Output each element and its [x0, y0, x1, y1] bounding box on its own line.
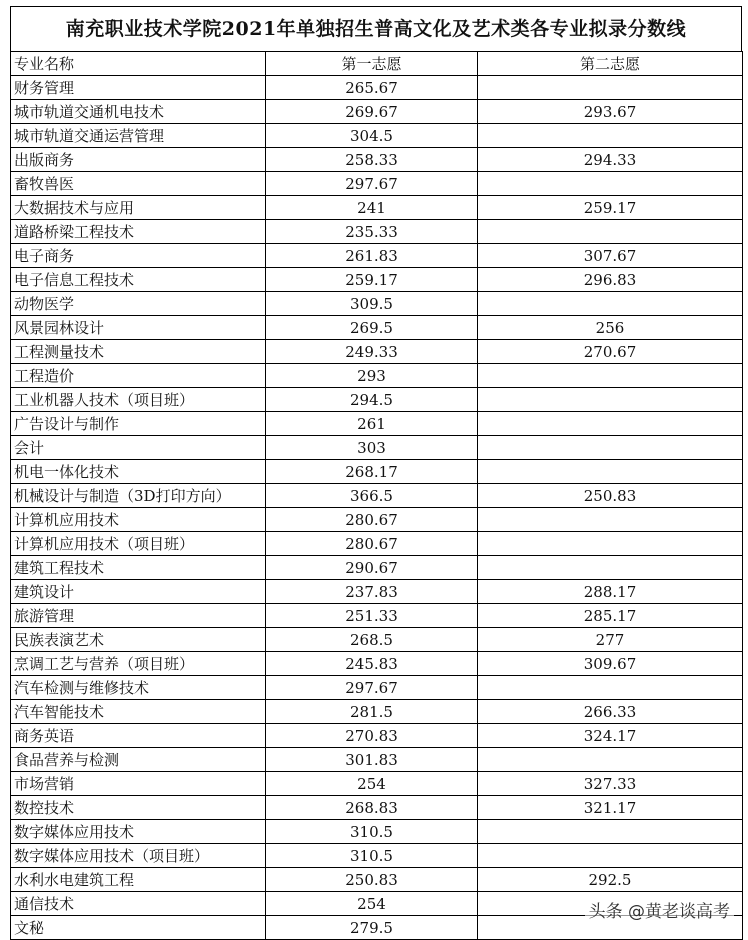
cell-first-choice: 241 — [266, 196, 478, 220]
cell-first-choice: 309.5 — [266, 292, 478, 316]
cell-major: 城市轨道交通运营管理 — [11, 124, 266, 148]
cell-major: 数字媒体应用技术（项目班） — [11, 844, 266, 868]
table-row — [11, 700, 743, 724]
cell-second-choice: 270.67 — [478, 340, 743, 364]
cell-major: 城市轨道交通机电技术 — [11, 100, 266, 124]
table-row — [11, 652, 743, 676]
cell-major: 食品营养与检测 — [11, 748, 266, 772]
cell-second-choice — [478, 844, 743, 868]
cell-first-choice: 268.17 — [266, 460, 478, 484]
sheet-title: 南充职业技术学院2021年单独招生普高文化及艺术类各专业拟录分数线 — [10, 6, 742, 51]
cell-major: 数控技术 — [11, 796, 266, 820]
table-row — [11, 820, 743, 844]
cell-first-choice: 254 — [266, 772, 478, 796]
table-row — [11, 100, 743, 124]
table-row — [11, 580, 743, 604]
table-row — [11, 556, 743, 580]
cell-major: 计算机应用技术 — [11, 508, 266, 532]
watermark-text: 头条 @黄老谈高考 — [585, 896, 734, 923]
table-row — [11, 724, 743, 748]
score-table — [10, 51, 743, 940]
table-row — [11, 460, 743, 484]
cell-first-choice: 281.5 — [266, 700, 478, 724]
table-row — [11, 508, 743, 532]
cell-second-choice — [478, 748, 743, 772]
cell-first-choice: 249.33 — [266, 340, 478, 364]
header-first-choice: 第一志愿 — [266, 52, 478, 76]
table-row — [11, 676, 743, 700]
cell-first-choice: 237.83 — [266, 580, 478, 604]
cell-second-choice — [478, 76, 743, 100]
cell-first-choice: 297.67 — [266, 172, 478, 196]
cell-major: 汽车智能技术 — [11, 700, 266, 724]
cell-major: 文秘 — [11, 916, 266, 940]
cell-major: 动物医学 — [11, 292, 266, 316]
cell-first-choice: 301.83 — [266, 748, 478, 772]
cell-major: 烹调工艺与营养（项目班） — [11, 652, 266, 676]
table-row — [11, 292, 743, 316]
cell-first-choice: 310.5 — [266, 820, 478, 844]
cell-first-choice: 279.5 — [266, 916, 478, 940]
cell-major: 水利水电建筑工程 — [11, 868, 266, 892]
table-row — [11, 76, 743, 100]
cell-major: 财务管理 — [11, 76, 266, 100]
cell-major: 大数据技术与应用 — [11, 196, 266, 220]
cell-second-choice — [478, 292, 743, 316]
cell-major: 旅游管理 — [11, 604, 266, 628]
table-row — [11, 412, 743, 436]
cell-second-choice: 294.33 — [478, 148, 743, 172]
cell-first-choice: 261 — [266, 412, 478, 436]
cell-second-choice: 296.83 — [478, 268, 743, 292]
cell-first-choice: 259.17 — [266, 268, 478, 292]
cell-first-choice: 297.67 — [266, 676, 478, 700]
cell-second-choice: 256 — [478, 316, 743, 340]
cell-major: 机械设计与制造（3D打印方向） — [11, 484, 266, 508]
table-row — [11, 244, 743, 268]
cell-first-choice: 269.67 — [266, 100, 478, 124]
cell-major: 工程造价 — [11, 364, 266, 388]
table-row — [11, 772, 743, 796]
cell-second-choice — [478, 388, 743, 412]
cell-first-choice: 250.83 — [266, 868, 478, 892]
cell-second-choice: 327.33 — [478, 772, 743, 796]
table-row — [11, 748, 743, 772]
cell-major: 数字媒体应用技术 — [11, 820, 266, 844]
cell-first-choice: 303 — [266, 436, 478, 460]
cell-major: 道路桥梁工程技术 — [11, 220, 266, 244]
table-row — [11, 172, 743, 196]
cell-first-choice: 293 — [266, 364, 478, 388]
cell-second-choice: 321.17 — [478, 796, 743, 820]
cell-second-choice: 285.17 — [478, 604, 743, 628]
cell-first-choice: 268.5 — [266, 628, 478, 652]
cell-major: 商务英语 — [11, 724, 266, 748]
cell-first-choice: 290.67 — [266, 556, 478, 580]
cell-major: 电子商务 — [11, 244, 266, 268]
cell-second-choice: 288.17 — [478, 580, 743, 604]
header-major: 专业名称 — [11, 52, 266, 76]
cell-second-choice — [478, 820, 743, 844]
cell-first-choice: 251.33 — [266, 604, 478, 628]
cell-first-choice: 235.33 — [266, 220, 478, 244]
table-row — [11, 268, 743, 292]
cell-major: 市场营销 — [11, 772, 266, 796]
cell-major: 建筑工程技术 — [11, 556, 266, 580]
spreadsheet — [10, 6, 742, 940]
cell-major: 通信技术 — [11, 892, 266, 916]
table-row — [11, 796, 743, 820]
cell-first-choice: 268.83 — [266, 796, 478, 820]
cell-major: 工程测量技术 — [11, 340, 266, 364]
cell-second-choice — [478, 508, 743, 532]
cell-first-choice: 265.67 — [266, 76, 478, 100]
cell-second-choice — [478, 124, 743, 148]
cell-major: 民族表演艺术 — [11, 628, 266, 652]
cell-second-choice: 250.83 — [478, 484, 743, 508]
cell-first-choice: 366.5 — [266, 484, 478, 508]
cell-major: 建筑设计 — [11, 580, 266, 604]
cell-major: 汽车检测与维修技术 — [11, 676, 266, 700]
cell-second-choice: 293.67 — [478, 100, 743, 124]
cell-major: 机电一体化技术 — [11, 460, 266, 484]
cell-first-choice: 294.5 — [266, 388, 478, 412]
cell-first-choice: 245.83 — [266, 652, 478, 676]
table-row — [11, 628, 743, 652]
table-row — [11, 316, 743, 340]
cell-second-choice — [478, 220, 743, 244]
table-row — [11, 148, 743, 172]
table-row — [11, 436, 743, 460]
cell-second-choice — [478, 436, 743, 460]
table-row — [11, 532, 743, 556]
table-row — [11, 844, 743, 868]
header-row — [11, 52, 743, 76]
cell-second-choice: 307.67 — [478, 244, 743, 268]
cell-second-choice — [478, 556, 743, 580]
table-row — [11, 220, 743, 244]
cell-second-choice: 266.33 — [478, 700, 743, 724]
cell-second-choice — [478, 676, 743, 700]
table-row — [11, 340, 743, 364]
cell-first-choice: 310.5 — [266, 844, 478, 868]
cell-second-choice — [478, 460, 743, 484]
table-row — [11, 604, 743, 628]
cell-second-choice: 309.67 — [478, 652, 743, 676]
cell-first-choice: 280.67 — [266, 532, 478, 556]
cell-second-choice — [478, 364, 743, 388]
cell-first-choice: 269.5 — [266, 316, 478, 340]
table-row — [11, 868, 743, 892]
cell-second-choice: 259.17 — [478, 196, 743, 220]
cell-second-choice — [478, 412, 743, 436]
cell-first-choice: 304.5 — [266, 124, 478, 148]
header-second-choice: 第二志愿 — [478, 52, 743, 76]
cell-major: 电子信息工程技术 — [11, 268, 266, 292]
cell-major: 风景园林设计 — [11, 316, 266, 340]
cell-second-choice: 292.5 — [478, 868, 743, 892]
cell-major: 广告设计与制作 — [11, 412, 266, 436]
cell-second-choice: 324.17 — [478, 724, 743, 748]
cell-first-choice: 280.67 — [266, 508, 478, 532]
cell-major: 工业机器人技术（项目班） — [11, 388, 266, 412]
table-row — [11, 364, 743, 388]
cell-major: 出版商务 — [11, 148, 266, 172]
cell-first-choice: 270.83 — [266, 724, 478, 748]
cell-major: 畜牧兽医 — [11, 172, 266, 196]
table-row — [11, 124, 743, 148]
cell-major: 会计 — [11, 436, 266, 460]
table-row — [11, 484, 743, 508]
cell-first-choice: 254 — [266, 892, 478, 916]
cell-second-choice: 277 — [478, 628, 743, 652]
cell-first-choice: 258.33 — [266, 148, 478, 172]
cell-first-choice: 261.83 — [266, 244, 478, 268]
cell-major: 计算机应用技术（项目班） — [11, 532, 266, 556]
cell-second-choice — [478, 532, 743, 556]
cell-second-choice — [478, 172, 743, 196]
table-row — [11, 196, 743, 220]
table-row — [11, 388, 743, 412]
